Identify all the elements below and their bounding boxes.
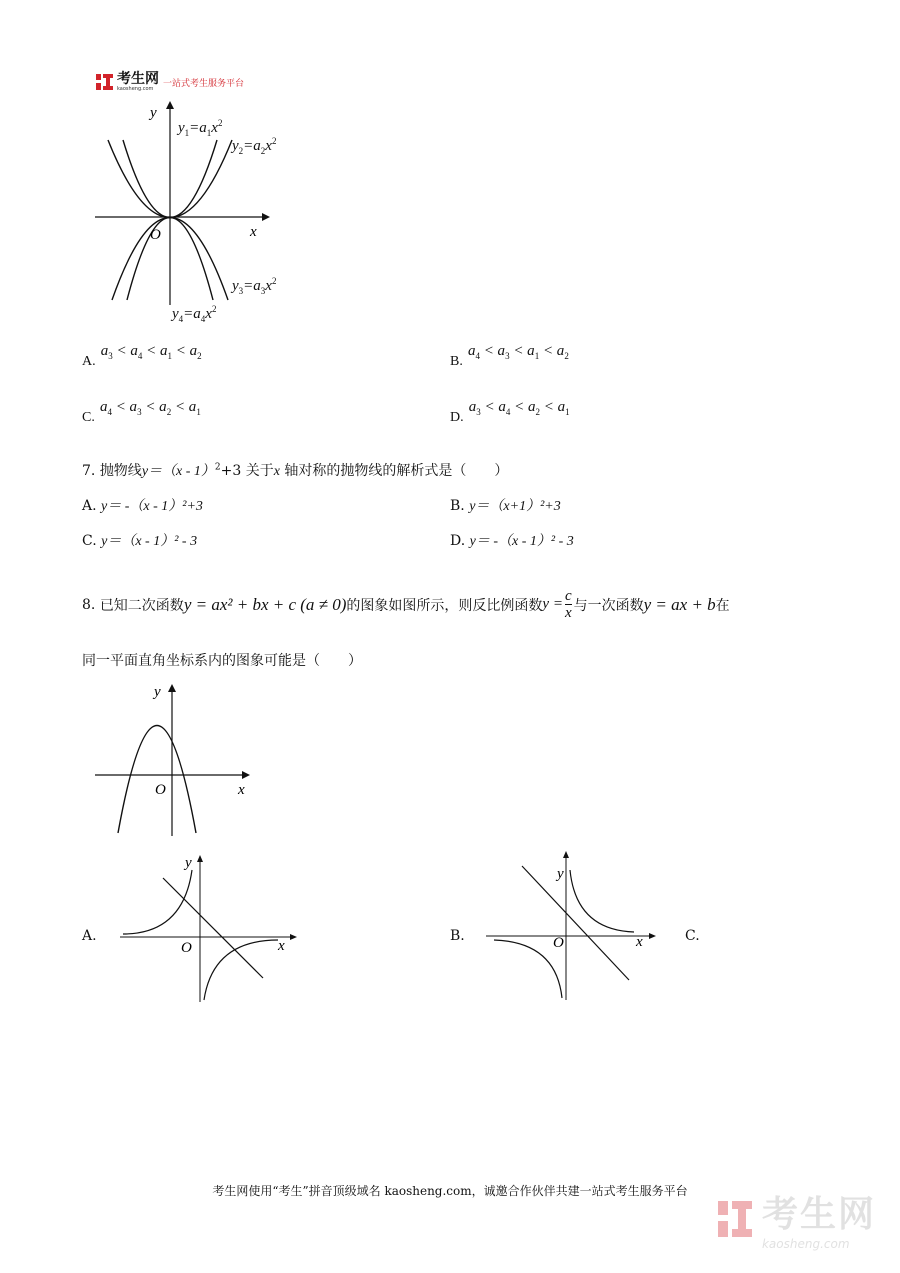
hyperbola-branch-1 xyxy=(123,870,192,934)
q7-option-c[interactable]: C. y＝（x - 1）² - 3 xyxy=(82,533,198,549)
q6-option-a[interactable]: A. $a_3 < a_4 < a_1 < a_2$ xyxy=(82,343,202,369)
reciprocal-fraction: $\frac{c}{x}$ xyxy=(564,588,572,621)
x-axis-label: x xyxy=(636,934,643,950)
q7-option-a[interactable]: A. y＝ -（x - 1）²+3 xyxy=(82,498,203,514)
y-axis-arrow-icon xyxy=(168,684,176,692)
y-axis-label: y xyxy=(154,684,161,700)
watermark-domain: kaosheng.com xyxy=(761,1237,850,1251)
label-y1: $y_1=a_1x^2$ xyxy=(178,118,223,138)
label-y3: $y_3=a_3x^2$ xyxy=(232,276,277,296)
q6-option-b[interactable]: B. $a_4 < a_3 < a_1 < a_2$ xyxy=(450,343,569,369)
hyperbola-branch-2 xyxy=(494,940,562,998)
q8-stem-line2: 同一平面直角坐标系内的图象可能是（ ） xyxy=(82,653,362,669)
q8-option-c-label[interactable]: C. xyxy=(685,928,700,944)
y-axis-arrow-icon xyxy=(197,855,203,862)
x-axis-label: x xyxy=(250,224,257,240)
q8-parabola-figure xyxy=(92,678,262,838)
linear-line xyxy=(522,866,629,980)
kaosheng-logo-icon xyxy=(95,72,115,92)
watermark xyxy=(716,1186,876,1251)
origin-label: O xyxy=(181,940,192,956)
x-axis-label: x xyxy=(238,782,245,798)
x-axis-arrow-icon xyxy=(649,933,656,939)
origin-label: O xyxy=(553,935,564,951)
label-y4: $y_4=a_4x^2$ xyxy=(172,304,217,324)
x-axis-arrow-icon xyxy=(262,213,270,221)
linear-line xyxy=(163,878,263,978)
page-footer: 考生网使用“考生”拼音顶级域名 kaosheng.com，诚邀合作伙伴共建一站式考生服务平台 xyxy=(212,1184,688,1198)
x-axis-arrow-icon xyxy=(290,934,297,940)
q7-option-b[interactable]: B. y＝（x+1）²+3 xyxy=(450,498,561,514)
watermark-logo-icon xyxy=(716,1197,756,1241)
logo-domain: kaosheng.com xyxy=(117,86,154,92)
q8-stem: 8. 已知二次函数 y = ax² + bx + c (a ≠ 0) 的图象如图所示，则反比例函数 y = $\frac{c}{x}$ 与一次函数 y = ax + b 在 xyxy=(82,588,730,621)
label-y2: $y_2=a_2x^2$ xyxy=(232,136,277,156)
q6-option-d[interactable]: D. $a_3 < a_4 < a_2 < a_1$ xyxy=(450,399,570,425)
origin-label: O xyxy=(150,227,161,243)
q8-option-b-graph[interactable] xyxy=(484,848,669,1003)
header-logo xyxy=(95,72,244,92)
q8-option-a-label[interactable]: A. xyxy=(82,928,97,944)
q7-option-d[interactable]: D. y＝ -（x - 1）² - 3 xyxy=(450,533,574,549)
q8-option-a-graph[interactable] xyxy=(118,850,303,1005)
hyperbola-branch-2 xyxy=(204,940,278,1000)
y-axis-arrow-icon xyxy=(166,101,174,109)
q6-option-c[interactable]: C. $a_4 < a_3 < a_2 < a_1$ xyxy=(82,399,201,425)
x-axis-label: x xyxy=(278,938,285,954)
parabola-curve xyxy=(118,726,196,834)
y-axis-arrow-icon xyxy=(563,851,569,858)
x-axis-arrow-icon xyxy=(242,771,250,779)
logo-brand: 考生网 xyxy=(117,71,159,87)
y-axis-label: y xyxy=(185,855,192,871)
logo-slogan: 一站式考生服务平台 xyxy=(163,78,245,89)
y-axis-label: y xyxy=(557,866,564,882)
origin-label: O xyxy=(155,782,166,798)
y-axis-label: y xyxy=(150,105,157,121)
q7-stem: 7. 抛物线y＝（x - 1）$^2$+3 关于x 轴对称的抛物线的解析式是（ ） xyxy=(82,462,509,479)
q8-option-b-label[interactable]: B. xyxy=(450,928,465,944)
hyperbola-branch-1 xyxy=(570,870,634,932)
watermark-brand: 考生网 xyxy=(761,1194,876,1235)
